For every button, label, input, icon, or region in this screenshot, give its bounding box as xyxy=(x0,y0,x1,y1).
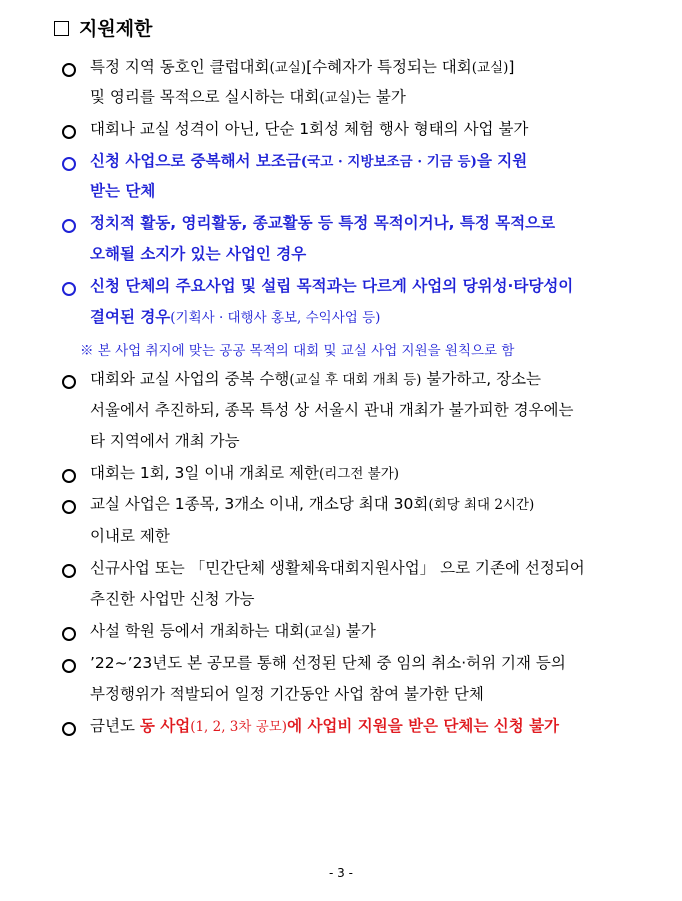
item-line: 이내로 제한 xyxy=(90,527,170,545)
section-title: 지원제한 xyxy=(79,18,153,40)
bullet-icon xyxy=(62,564,76,578)
item-line: 부정행위가 적발되어 일정 기간동안 사업 참여 불가한 단체 xyxy=(90,685,484,703)
item-line: 신청 단체의 주요사업 및 설립 목적과는 다르게 사업의 당위성·타당성이 xyxy=(90,277,574,295)
item-line: 대회와 교실 사업의 중복 수행(교실 후 대회 개최 등) 불가하고, 장소는 xyxy=(90,370,542,388)
item-line: 사설 학원 등에서 개최하는 대회(교실) 불가 xyxy=(90,622,376,640)
item-line: ’22~’23년도 본 공모를 통해 선정된 단체 중 임의 취소·허위 기재 등의 xyxy=(90,654,566,672)
bullet-icon xyxy=(62,157,76,171)
section-heading xyxy=(54,14,152,41)
note-text: ※ 본 사업 취지에 맞는 공공 목적의 대회 및 교실 사업 지원을 원칙으로 함 xyxy=(80,343,515,359)
item-line: 정치적 활동, 영리활동, 종교활동 등 특정 목적이거나, 특정 목적으로 xyxy=(90,214,556,232)
bullet-icon xyxy=(62,659,76,673)
bullet-icon xyxy=(62,469,76,483)
page-number: - 3 - xyxy=(329,866,353,880)
bullet-icon xyxy=(62,63,76,77)
bullet-icon xyxy=(62,219,76,233)
item-line: 신규사업 또는 「민간단체 생활체육대회지원사업」 으로 기존에 선정되어 xyxy=(90,559,585,577)
bullet-icon xyxy=(62,627,76,641)
item-line: 결여된 경우(기획사 · 대행사 홍보, 수익사업 등) xyxy=(90,308,381,326)
item-line: 대회나 교실 성격이 아닌, 단순 1회성 체험 행사 형태의 사업 불가 xyxy=(90,120,529,138)
item-line: 받는 단체 xyxy=(90,182,156,200)
bullet-icon xyxy=(62,500,76,514)
item-line: 및 영리를 목적으로 실시하는 대회(교실)는 불가 xyxy=(90,88,406,106)
checkbox-square-icon xyxy=(54,21,69,36)
bullet-icon xyxy=(62,125,76,139)
item-line: 서울에서 추진하되, 종목 특성 상 서울시 관내 개최가 불가피한 경우에는 xyxy=(90,401,574,419)
item-line: 추진한 사업만 신청 가능 xyxy=(90,590,255,608)
item-line: 교실 사업은 1종목, 3개소 이내, 개소당 최대 30회(회당 최대 2시간) xyxy=(90,495,535,513)
bullet-icon xyxy=(62,722,76,736)
item-line: 오해될 소지가 있는 사업인 경우 xyxy=(90,245,307,263)
item-line: 특정 지역 동호인 클럽대회(교실)[수혜자가 특정되는 대회(교실)] xyxy=(90,58,515,76)
item-line: 신청 사업으로 중복해서 보조금(국고 · 지방보조금 · 기금 등)을 지원 xyxy=(90,152,528,170)
item-line: 금년도 동 사업(1, 2, 3차 공모)에 사업비 지원을 받은 단체는 신청 불가 xyxy=(90,717,560,735)
bullet-icon xyxy=(62,375,76,389)
item-line: 대회는 1회, 3일 이내 개최로 제한(리그전 불가) xyxy=(90,464,399,482)
bullet-icon xyxy=(62,282,76,296)
item-line: 타 지역에서 개최 가능 xyxy=(90,432,240,450)
